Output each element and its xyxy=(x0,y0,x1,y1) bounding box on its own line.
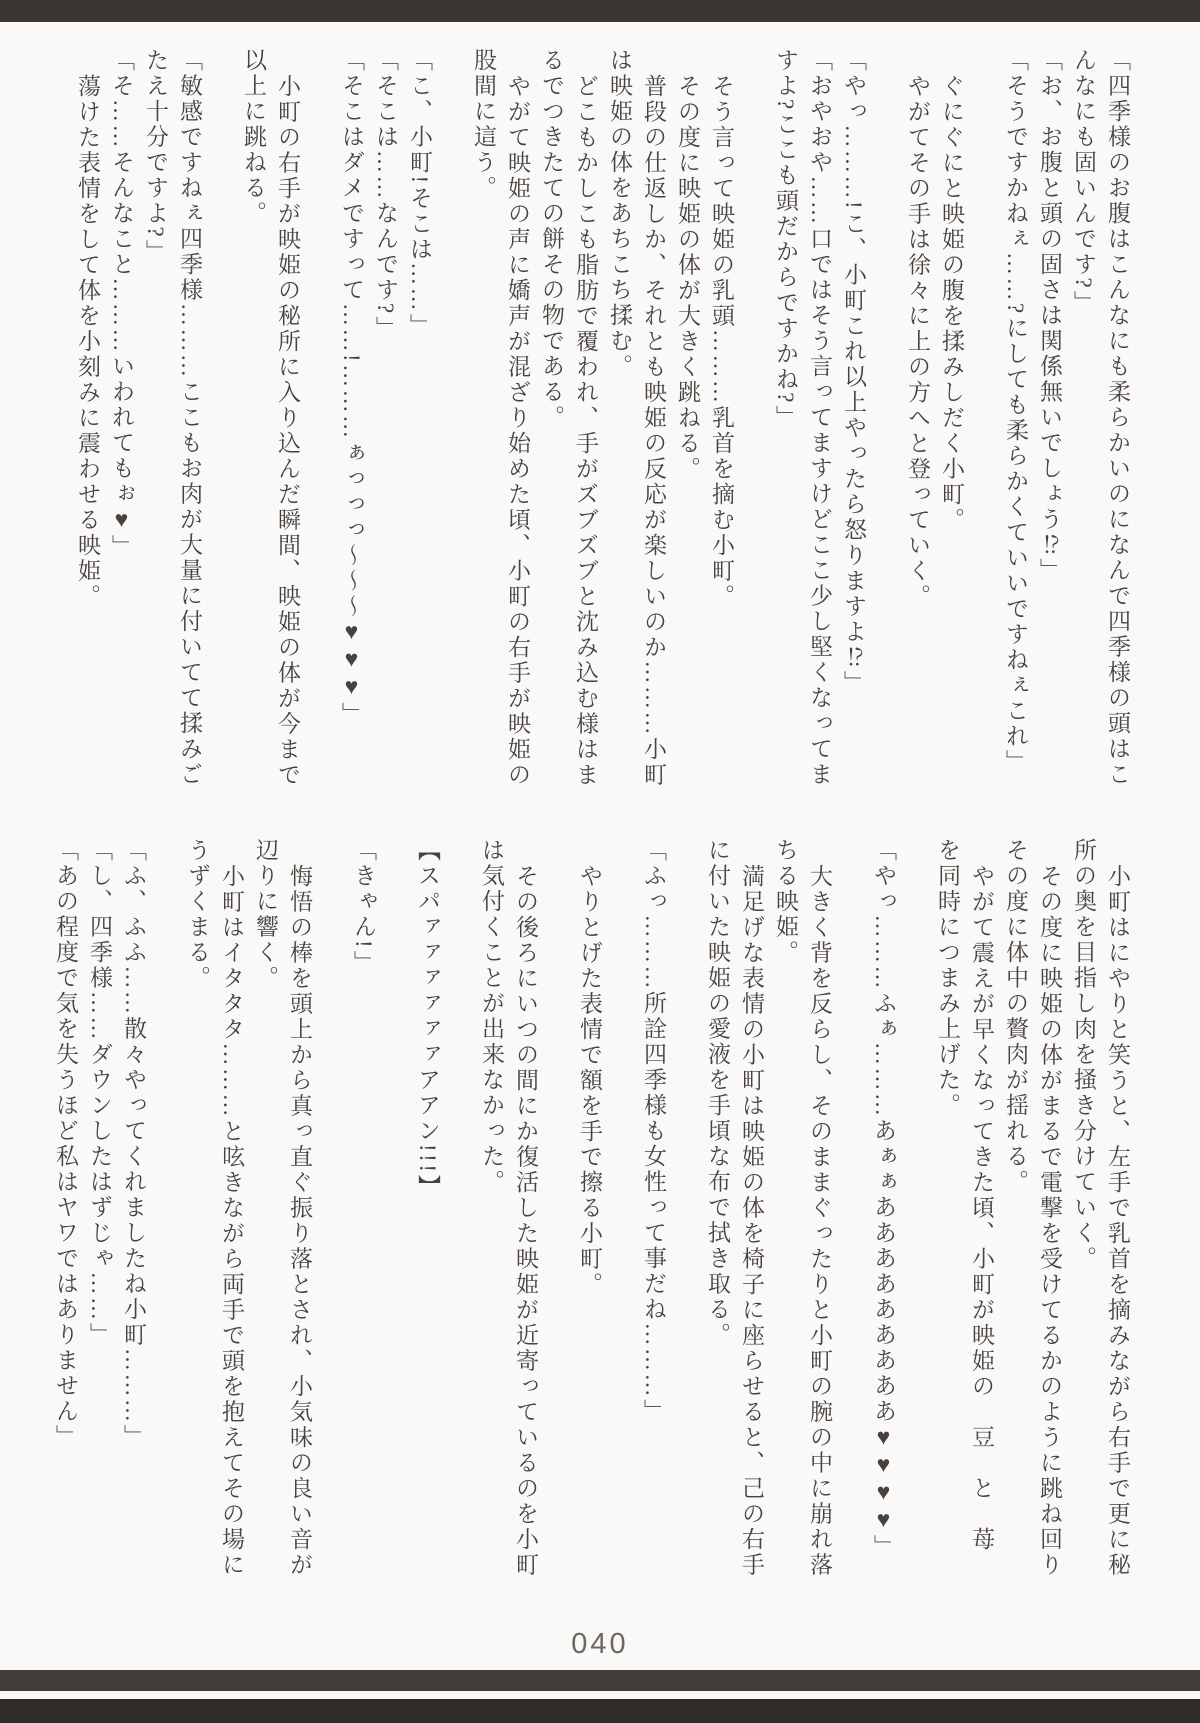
text-line: 普段の仕返しか、それとも映姫の反応が楽しいのか………小町は映姫の体をあちこち揉む。 xyxy=(607,48,666,789)
sfx-line: 【スパァァァァァァアアン!!!】 xyxy=(415,838,440,1200)
text-line: 「おやおや……口ではそう言ってますけどここ少し堅くなってますよ?ここも頭だからですかね?」 xyxy=(773,48,832,788)
text-block-top xyxy=(70,48,1134,792)
text-line: やがてその手は徐々に上の方へと登っていく。 xyxy=(905,74,930,610)
text-line: 「こ、小町!そこは……」 xyxy=(407,48,432,339)
text-line: 「ふ、ふふ……散々やってくれましたね小町………」 xyxy=(121,838,146,1450)
text-line: どこもかしこも脂肪で覆われ、手がズブズブと沈み込む様はまるでつきたての餅その物である。 xyxy=(539,48,598,789)
text-line: 蕩けた表情をして体を小刻みに震わせる映姫。 xyxy=(75,74,100,610)
text-line: そう言って映姫の乳頭………乳首を摘む小町。 xyxy=(709,74,734,610)
text-line: 満足げな表情の小町は映姫の体を椅子に座らせると、己の右手に付いた映姫の愛液を手頃な布で拭き取る。 xyxy=(705,838,764,1579)
text-block-bottom xyxy=(48,838,1134,1590)
text-line: やがて震えが早くなってきた頃、小町が映姫の 豆 と 苺 を同時につまみ上げた。 xyxy=(935,838,994,1579)
text-line: 小町はイタタタ………と呟きながら両手で頭を抱えてその場にうずくまる。 xyxy=(185,838,244,1579)
text-line: 「きゃん!」 xyxy=(351,838,376,976)
text-line: ぐにぐにと映姫の腹を揉みしだく小町。 xyxy=(939,74,964,534)
text-line: 「あの程度で気を失うほど私はヤワではありません」 xyxy=(53,838,78,1450)
text-line: 小町はにやりと笑うと、左手で乳首を摘みながら右手で更に秘所の奥を目指し肉を掻き分けていく。 xyxy=(1071,838,1130,1579)
text-line: やりとげた表情で額を手で擦る小町。 xyxy=(577,864,602,1298)
text-line: 「そこは……なんです?」 xyxy=(373,48,398,342)
text-line: 「そこはダメですって……!………ぁっっっ〜〜〜♥♥♥」 xyxy=(339,48,364,728)
text-line: 「そうですかねぇ……?にしても柔らかくていいですねぇこれ」 xyxy=(1003,48,1028,775)
text-line: 「そ……そんなこと………いわれてもぉ♥」 xyxy=(109,48,134,560)
text-line: その後ろにいつの間にか復活した映姫が近寄っているのを小町は気付くことが出来なかった。 xyxy=(479,838,538,1579)
text-line: 「敏感ですねぇ四季様………ここもお肉が大量に付いてて揉みごたえ十分ですよ?」 xyxy=(143,48,202,788)
scan-edge-bar-bottom-inner xyxy=(0,1699,1200,1723)
text-line: その度に映姫の体がまるで電撃を受けてるかのように跳ね回りその度に体中の贅肉が揺れる。 xyxy=(1003,838,1062,1579)
text-line: やがて映姫の声に嬌声が混ざり始めた頃、小町の右手が映姫の股間に這う。 xyxy=(471,48,530,789)
text-line: 「四季様のお腹はこんなにも柔らかいのになんで四季様の頭はこんなにも固いんです?」 xyxy=(1071,48,1130,788)
text-line: 「やっ………!こ、小町これ以上やったら怒りますよ⁉」 xyxy=(841,48,866,696)
scan-edge-bar-top xyxy=(0,0,1200,22)
text-line: 「し、四季様……ダウンしたはずじゃ……」 xyxy=(87,838,112,1348)
text-line: 悔悟の棒を頭上から真っ直ぐ振り落とされ、小気味の良い音が辺りに響く。 xyxy=(253,838,312,1579)
text-line: 「お、お腹と頭の固さは関係無いでしょう⁉」 xyxy=(1037,48,1062,584)
scan-edge-bar-bottom-outer xyxy=(0,1670,1200,1691)
text-line: 小町の右手が映姫の秘所に入り込んだ瞬間、映姫の体が今まで以上に跳ねる。 xyxy=(241,48,300,789)
page-number: 040 xyxy=(571,1628,629,1660)
text-line: 「ふっ………所詮四季様も女性って事だね………」 xyxy=(641,838,666,1425)
text-line: その度に映姫の体が大きく跳ねる。 xyxy=(675,74,700,483)
text-line: 「やっ………ふぁ………あぁぁあああああああああ♥♥♥♥」 xyxy=(871,838,896,1560)
text-line: 大きく背を反らし、そのままぐったりと小町の腕の中に崩れ落ちる映姫。 xyxy=(773,838,832,1579)
